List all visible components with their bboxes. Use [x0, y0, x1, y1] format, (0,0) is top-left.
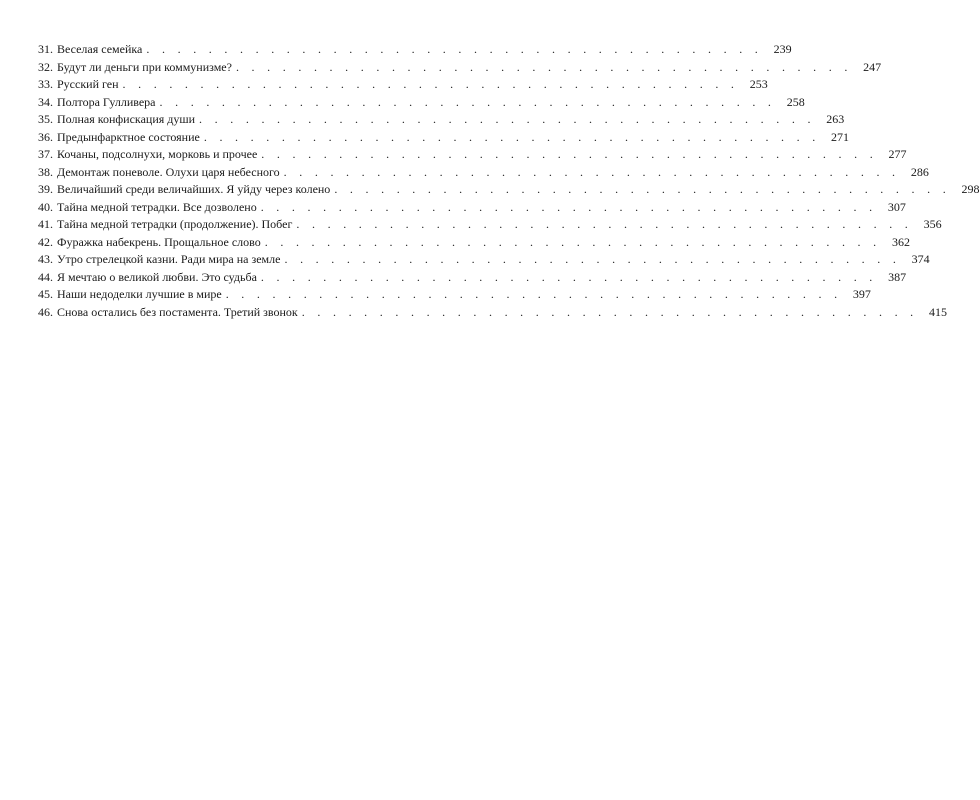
toc-entry-34 [38, 94, 805, 112]
entry-title: Тайна медной тетрадки. Все дозволено [57, 199, 257, 214]
entry-title: Демонтаж поневоле. Олухи царя небесного [57, 164, 280, 179]
entry-title: Веселая семейка [57, 42, 143, 56]
entry-title: Величайший среди величайших. Я уйду через колено [57, 182, 331, 196]
entry-page-number: 263 [826, 112, 845, 126]
toc-entry-36 [38, 129, 850, 147]
entry-number: 39. [38, 182, 53, 196]
dot-leader: . . . . . . . . . . . . . . . . . . . . . . . . . . . . . . . . . . . . . . . . [283, 164, 900, 179]
toc-entry-31 [38, 41, 792, 59]
toc-entry-41 [38, 216, 942, 234]
entry-number: 40. [38, 199, 53, 214]
dot-leader: . . . . . . . . . . . . . . . . . . . . . . . . . . . . . . . . . . . . . . . . [334, 182, 951, 196]
entry-page-number: 258 [786, 94, 805, 109]
dot-leader: . . . . . . . . . . . . . . . . . . . . . . . . . . . . . . . . . . . . . . . . [284, 252, 901, 266]
toc-entry-39 [38, 181, 980, 199]
toc-entry-42 [38, 234, 910, 252]
entry-title: Я мечтаю о великой любви. Это судьба [57, 269, 257, 284]
entry-page-number: 239 [773, 42, 792, 56]
entry-page-number: 271 [831, 129, 850, 144]
table-of-contents [38, 41, 980, 321]
dot-leader: . . . . . . . . . . . . . . . . . . . . . . . . . . . . . . . . . . . . . . . . [264, 234, 881, 249]
entry-page-number: 298 [961, 182, 980, 196]
toc-entry-43 [38, 251, 930, 269]
entry-title: Тайна медной тетрадки (продолжение). Побег [57, 217, 293, 231]
dot-leader: . . . . . . . . . . . . . . . . . . . . . . . . . . . . . . . . . . . . . . . . [260, 269, 878, 284]
entry-page-number: 286 [910, 164, 929, 179]
entry-number: 31. [38, 42, 53, 56]
dot-leader: . . . . . . . . . . . . . . . . . . . . . . . . . . . . . . . . . . . . . . . . [261, 147, 878, 161]
entry-number: 41. [38, 217, 53, 231]
dot-leader: . . . . . . . . . . . . . . . . . . . . . . . . . . . . . . . . . . . . . . . . [159, 94, 776, 109]
entry-page-number: 415 [928, 304, 947, 319]
toc-entry-40 [38, 199, 906, 217]
entry-page-number: 247 [863, 59, 882, 74]
dot-leader: . . . . . . . . . . . . . . . . . . . . . . . . . . . . . . . . . . . . . . . . [199, 112, 816, 126]
entry-number: 46. [38, 304, 53, 319]
entry-title: Снова остались без постамента. Третий звонок [57, 304, 298, 319]
entry-number: 33. [38, 77, 53, 91]
entry-title: Наши недоделки лучшие в мире [57, 287, 222, 301]
entry-number: 45. [38, 287, 53, 301]
toc-entry-37 [38, 146, 907, 164]
entry-number: 44. [38, 269, 53, 284]
entry-title: Полтора Гулливера [57, 94, 156, 109]
dot-leader: . . . . . . . . . . . . . . . . . . . . . . . . . . . . . . . . . . . . . . . . [235, 59, 853, 74]
entry-number: 36. [38, 129, 53, 144]
entry-page-number: 374 [911, 252, 930, 266]
entry-page-number: 356 [923, 217, 942, 231]
dot-leader: . . . . . . . . . . . . . . . . . . . . . . . . . . . . . . . . . . . . . . . . [225, 287, 842, 301]
entry-title: Фуражка набекрень. Прощальное слово [57, 234, 261, 249]
entry-page-number: 307 [887, 199, 906, 214]
entry-title: Русский ген [57, 77, 119, 91]
toc-entry-45 [38, 286, 871, 304]
entry-title: Утро стрелецкой казни. Ради мира на земле [57, 252, 281, 266]
entry-page-number: 253 [749, 77, 768, 91]
entry-title: Будут ли деньги при коммунизме? [57, 59, 232, 74]
entry-title: Предынфарктное состояние [57, 129, 200, 144]
entry-number: 34. [38, 94, 53, 109]
toc-entry-38 [38, 164, 929, 182]
toc-entry-33 [38, 76, 768, 94]
entry-title: Полная конфискация души [57, 112, 196, 126]
toc-entry-32 [38, 59, 882, 77]
entry-number: 35. [38, 112, 53, 126]
entry-number: 42. [38, 234, 53, 249]
entry-page-number: 362 [891, 234, 910, 249]
entry-number: 37. [38, 147, 53, 161]
dot-leader: . . . . . . . . . . . . . . . . . . . . . . . . . . . . . . . . . . . . . . . . [296, 217, 913, 231]
dot-leader: . . . . . . . . . . . . . . . . . . . . . . . . . . . . . . . . . . . . . . . . [260, 199, 877, 214]
toc-entry-46 [38, 304, 947, 322]
dot-leader: . . . . . . . . . . . . . . . . . . . . . . . . . . . . . . . . . . . . . . . . [203, 129, 821, 144]
entry-page-number: 397 [852, 287, 871, 301]
entry-number: 38. [38, 164, 53, 179]
entry-title: Кочаны, подсолнухи, морковь и прочее [57, 147, 258, 161]
dot-leader: . . . . . . . . . . . . . . . . . . . . . . . . . . . . . . . . . . . . . . . . [146, 42, 763, 56]
entry-number: 43. [38, 252, 53, 266]
entry-page-number: 387 [888, 269, 907, 284]
toc-entry-35 [38, 111, 845, 129]
dot-leader: . . . . . . . . . . . . . . . . . . . . . . . . . . . . . . . . . . . . . . . . [301, 304, 918, 319]
toc-entry-44 [38, 269, 907, 287]
entry-number: 32. [38, 59, 53, 74]
dot-leader: . . . . . . . . . . . . . . . . . . . . . . . . . . . . . . . . . . . . . . . . [122, 77, 739, 91]
entry-page-number: 277 [888, 147, 907, 161]
